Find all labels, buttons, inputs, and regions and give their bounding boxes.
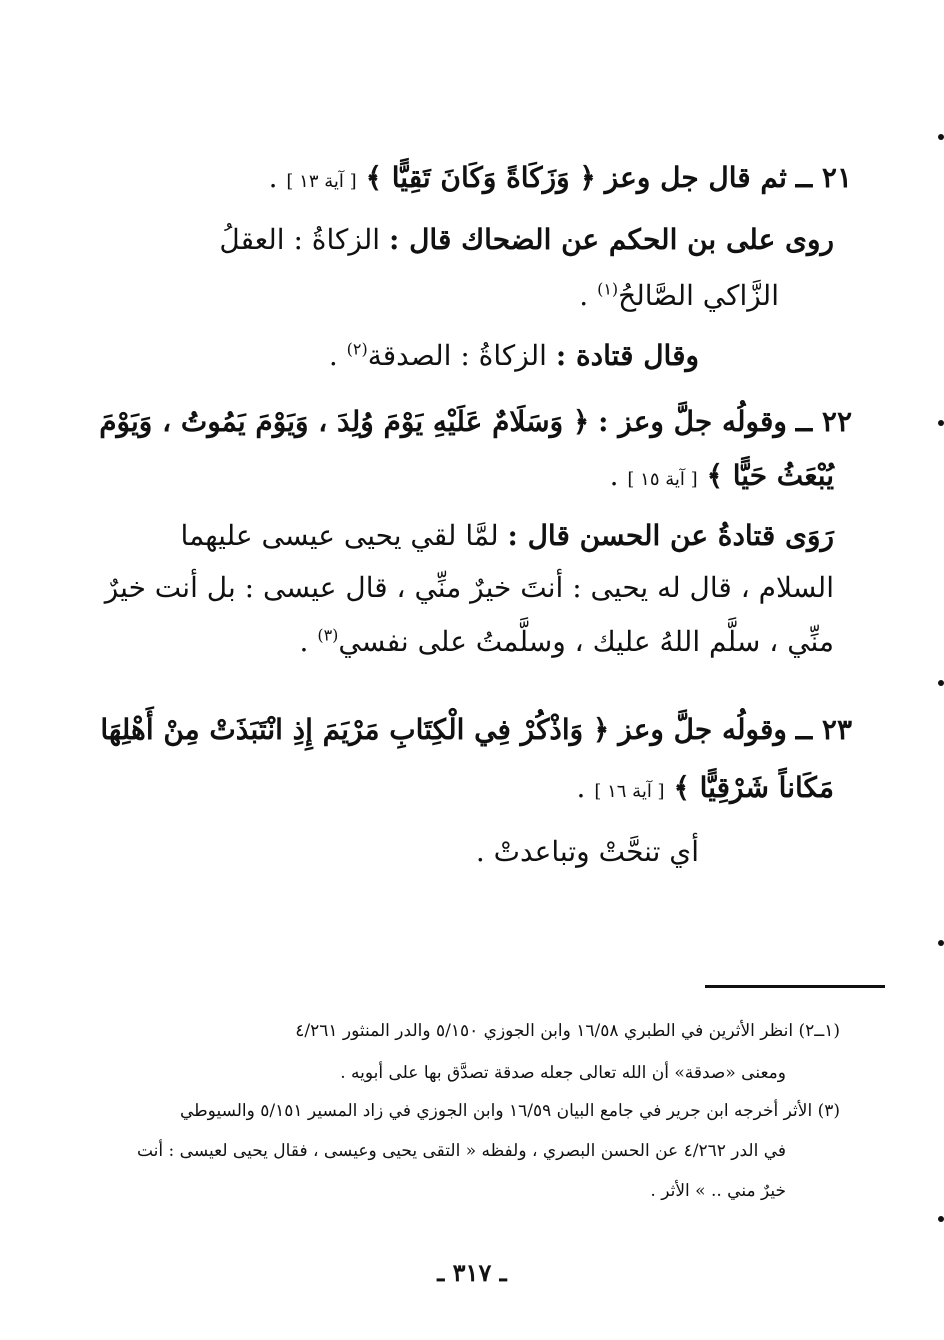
item-number: ٢١ ــ — [795, 161, 852, 194]
footnote-divider — [705, 985, 885, 988]
period: . — [609, 459, 619, 492]
footnote-ref: (١) — [597, 279, 619, 299]
commentary-line — [105, 570, 834, 606]
footnote-1 — [295, 1020, 840, 1044]
edge-mark — [938, 1216, 944, 1222]
edge-mark — [938, 134, 944, 140]
footnote-ref: (٢) — [346, 339, 368, 359]
item-22-cont — [610, 458, 834, 494]
commentary-line — [300, 624, 834, 660]
period: . — [579, 279, 589, 312]
verse-reference: [ آية ١٥ ] — [627, 469, 698, 490]
footnote-2 — [180, 1100, 840, 1124]
quran-verse: يُبْعَثُ حَيًّا ﴾ — [706, 459, 834, 492]
footnote-number: (٣) — [817, 1101, 840, 1121]
quran-verse: ﴿ وَسَلَامٌ عَلَيْهِ يَوْمَ وُلِدَ ، وَيَوْمَ يَمُوتُ ، وَيَوْمَ — [99, 405, 590, 438]
item-number: ٢٣ ــ — [795, 713, 852, 746]
page-number: ـ ٣١٧ ـ — [437, 1258, 507, 1287]
period: . — [268, 161, 278, 194]
commentary-line — [476, 834, 699, 870]
footnote-2-cont — [650, 1180, 786, 1204]
quran-verse: ﴿ وَاذْكُرْ فِي الْكِتَابِ مَرْيَمَ إِذِ انْتَبَذَتْ مِنْ أَهْلِهَا — [100, 713, 610, 746]
item-22 — [99, 404, 852, 440]
commentary-text: لمَّا لقي يحيى عيسى عليهما — [180, 519, 499, 552]
item-23-cont — [577, 770, 834, 806]
footnote-2-cont — [137, 1140, 786, 1164]
edge-mark — [938, 940, 944, 946]
footnote-text: انظر الأثرين في الطبري ١٦/٥٨ وابن الجوزي ٥/١٥٠ والدر المنثور ٤/٢٦١ — [295, 1021, 794, 1041]
commentary-text: منِّي ، سلَّم اللهُ عليك ، وسلَّمتُ على نفسي — [338, 625, 834, 658]
commentary-bold: وقال قتادة : — [555, 339, 699, 372]
item-intro: وقولُه جلَّ وعز — [618, 713, 787, 746]
commentary-line — [579, 278, 779, 314]
item-23 — [100, 712, 852, 748]
commentary-text: الزكاةُ : العقلُ — [219, 223, 381, 256]
footnote-text: ومعنى «صدقة» أن الله تعالى جعله صدقة تصدَّق بها على أبويه . — [340, 1063, 786, 1083]
item-intro: ثم قال جل وعز — [604, 161, 787, 194]
footnote-1-cont — [340, 1062, 786, 1086]
item-number: ٢٢ ــ — [795, 405, 852, 438]
commentary-bold: رَوَى قتادةُ عن الحسن قال : — [507, 519, 834, 552]
footnote-text: الأثر أخرجه ابن جرير في جامع البيان ١٦/٥٩ وابن الجوزي في زاد المسير ٥/١٥١ والسيوطي — [179, 1101, 813, 1121]
item-21 — [269, 160, 852, 196]
commentary-line — [329, 338, 699, 374]
period: . — [299, 625, 309, 658]
verse-reference: [ آية ١٦ ] — [594, 781, 665, 802]
period: . — [576, 771, 586, 804]
verse-reference: [ آية ١٣ ] — [286, 171, 357, 192]
quran-verse: ﴿ وَزَكَاةً وَكَانَ تَقِيًّا ﴾ — [365, 161, 596, 194]
footnote-text: خيرٌ مني .. » الأثر . — [650, 1181, 786, 1201]
commentary-text: أي تنحَّتْ وتباعدتْ . — [475, 835, 699, 868]
commentary-text: السلام ، قال له يحيى : أنتَ خيرٌ منِّي ، قال عيسى : بل أنت خيرٌ — [104, 571, 834, 604]
footnote-ref: (٣) — [317, 625, 339, 645]
commentary-text: الزكاةُ : الصدقة — [367, 339, 547, 372]
period: . — [328, 339, 338, 372]
footnote-number: (١ــ٢) — [798, 1021, 840, 1041]
commentary-line — [181, 518, 834, 554]
commentary-text: الزَّاكي الصَّالحُ — [618, 279, 779, 312]
footnote-text: في الدر ٤/٢٦٢ عن الحسن البصري ، ولفظه « التقى يحيى وعيسى ، فقال يحيى لعيسى : أنت — [136, 1141, 786, 1161]
commentary-bold: روى على بن الحكم عن الضحاك قال : — [389, 223, 834, 256]
commentary-line — [219, 222, 834, 258]
item-intro: وقولُه جلَّ وعز : — [598, 405, 787, 438]
edge-mark — [938, 420, 944, 426]
quran-verse: مَكَاناً شَرْقِيًّا ﴾ — [673, 771, 834, 804]
edge-mark — [938, 680, 944, 686]
